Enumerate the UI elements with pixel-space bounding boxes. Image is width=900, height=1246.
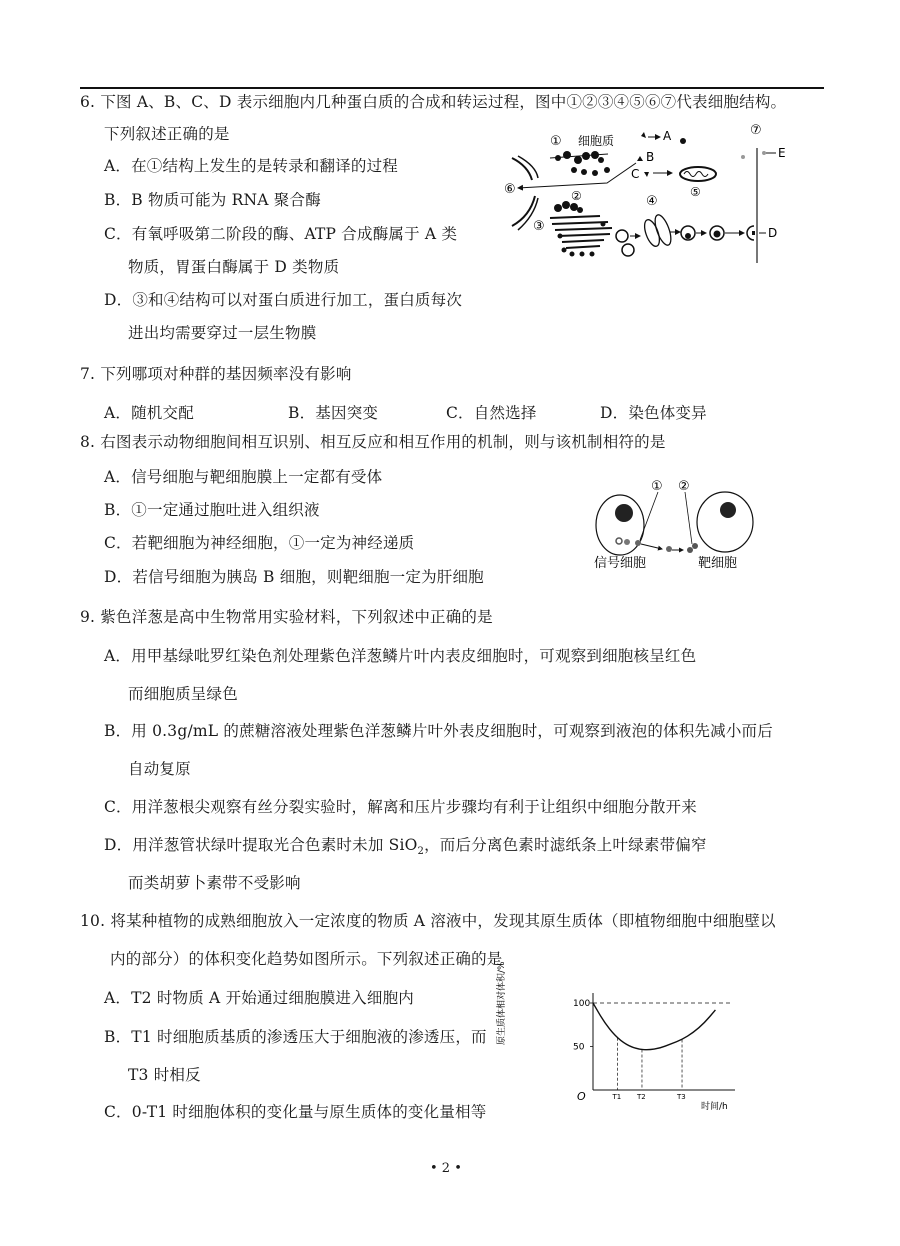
signal-cell [596,495,644,555]
q9-option-d-post: ，而后分离色素时滤纸条上叶绿素带偏窄 [424,836,707,854]
protein-transport-diagram [500,118,820,268]
target-cell-nucleus [720,502,736,518]
label-2: ② [678,479,690,494]
label-D: D [768,226,778,240]
q9-option-c: C．用洋葱根尖观察有丝分裂实验时，解离和压片步骤均有利于让组织中细胞分散开来 [104,798,697,816]
label-C: C [631,167,640,181]
label-A: A [663,129,672,143]
q9-option-d-pre: D．用洋葱管状绿叶提取光合色素时未加 SiO [104,836,418,854]
q10-option-c: C．0-T1 时细胞体积的变化量与原生质体的变化量相等 [104,1103,487,1121]
q9-option-a-line1: A．用甲基绿吡罗红染色剂处理紫色洋葱鳞片叶内表皮细胞时，可观察到细胞核呈红色 [104,647,697,665]
q10-option-b-line2: T3 时相反 [128,1066,201,1084]
label-signal-cell: 信号细胞 [594,556,647,571]
q9-option-b-line2: 自动复原 [128,760,191,778]
q9-stem: 9. 紫色洋葱是高中生物常用实验材料，下列叙述中正确的是 [80,608,493,626]
target-cell [697,492,753,552]
mitochondrion [680,167,716,181]
y-axis-label: 原生质体相对体积/% [497,961,507,1045]
vesicle [616,230,628,242]
x-tick-label-T2: T2 [636,1093,646,1101]
q8-option-b: B．①一定通过胞吐进入组织液 [104,501,320,519]
protoplast-volume-chart [497,961,735,1115]
q6-option-d-line1: D．③和④结构可以对蛋白质进行加工，蛋白质每次 [104,291,463,309]
protein-a [680,138,686,144]
q7-stem: 7. 下列哪项对种群的基因频率没有影响 [80,365,352,383]
q6-stem-line1: 6. 下图 A、B、C、D 表示细胞内几种蛋白质的合成和转运过程，图中①②③④⑤⑥⑦代表细胞结构。 [80,93,787,111]
q9-option-d-line1 [104,835,707,862]
q7-option-a: A．随机交配 [104,404,194,422]
nuclear-envelope-lower [512,196,535,226]
x-axis-label: 时间/h [701,1102,728,1112]
label-2: ② [571,189,582,203]
label-B: B [646,150,655,164]
cell-signaling-diagram [590,470,770,570]
label-3: ③ [533,219,545,234]
q9-option-d-sub: 2 [417,846,425,858]
q10-option-b-line1: B．T1 时细胞质基质的渗透压大于细胞液的渗透压，而 [104,1028,487,1046]
label-7: ⑦ [750,123,762,138]
q7-option-b: B．基因突变 [288,404,379,422]
x-tick-label-T1: T1 [612,1093,622,1101]
q8-option-c: C．若靶细胞为神经细胞，①一定为神经递质 [104,534,415,552]
x-tick-label-T3: T3 [677,1093,686,1101]
q8-option-d: D．若信号细胞为胰岛 B 细胞，则靶细胞一定为肝细胞 [104,568,484,586]
q6-stem-line2: 下列叙述正确的是 [104,125,230,143]
golgi-apparatus [642,218,663,248]
origin-label: O [577,1090,586,1103]
q7-option-c: C．自然选择 [446,404,537,422]
q10-option-a: A．T2 时物质 A 开始通过细胞膜进入细胞内 [104,989,414,1007]
protein-c [644,172,649,177]
label-cytoplasm: 细胞质 [578,134,615,148]
label-4: ④ [646,194,658,209]
label-1: ① [550,134,562,149]
q8-option-a: A．信号细胞与靶细胞膜上一定都有受体 [104,468,383,486]
receptor [687,547,693,553]
q10-stem-line1: 10. 将某种植物的成熟细胞放入一定浓度的物质 A 溶液中，发现其原生质体（即植物细胞中细胞壁以 [80,912,776,930]
rough-er [550,216,612,248]
q9-option-a-line2: 而细胞质呈绿色 [128,685,238,703]
label-5: ⑤ [690,185,701,199]
page-number: • 2 • [430,1161,462,1176]
y-tick-label-50: 50 [573,1042,585,1053]
q9-option-b-line1: B．用 0.3g/mL 的蔗糖溶液处理紫色洋葱鳞片叶外表皮细胞时，可观察到液泡的体积先减小而后 [104,722,773,740]
header-rule [80,87,824,89]
signal-cell-nucleus [615,504,633,522]
protein-b [637,156,643,161]
y-tick-label-100: 100 [573,999,591,1009]
nuclear-envelope-upper [512,158,532,180]
signal-molecule [635,540,641,546]
q6-option-c-line2: 物质，胃蛋白酶属于 D 类物质 [128,258,340,276]
label-target-cell: 靶细胞 [698,556,738,571]
label-1: ① [651,479,663,494]
q6-option-c-line1: C．有氧呼吸第二阶段的酶、ATP 合成酶属于 A 类 [104,225,458,243]
q7-option-d: D．染色体变异 [600,404,707,422]
q6-option-a: A．在①结构上发生的是转录和翻译的过程 [104,157,398,175]
q9-option-d-line2: 而类胡萝卜素带不受影响 [128,874,301,892]
label-6: ⑥ [504,182,516,197]
volume-curve [593,1003,715,1050]
label-E: E [778,146,786,160]
q6-option-b: B．B 物质可能为 RNA 聚合酶 [104,191,321,209]
q8-stem: 8. 右图表示动物细胞间相互识别、相互反应和相互作用的机制，则与该机制相符的是 [80,433,666,451]
q10-stem-line2: 内的部分）的体积变化趋势如图所示。下列叙述正确的是 [110,950,503,968]
q6-option-d-line2: 进出均需要穿过一层生物膜 [128,324,317,342]
